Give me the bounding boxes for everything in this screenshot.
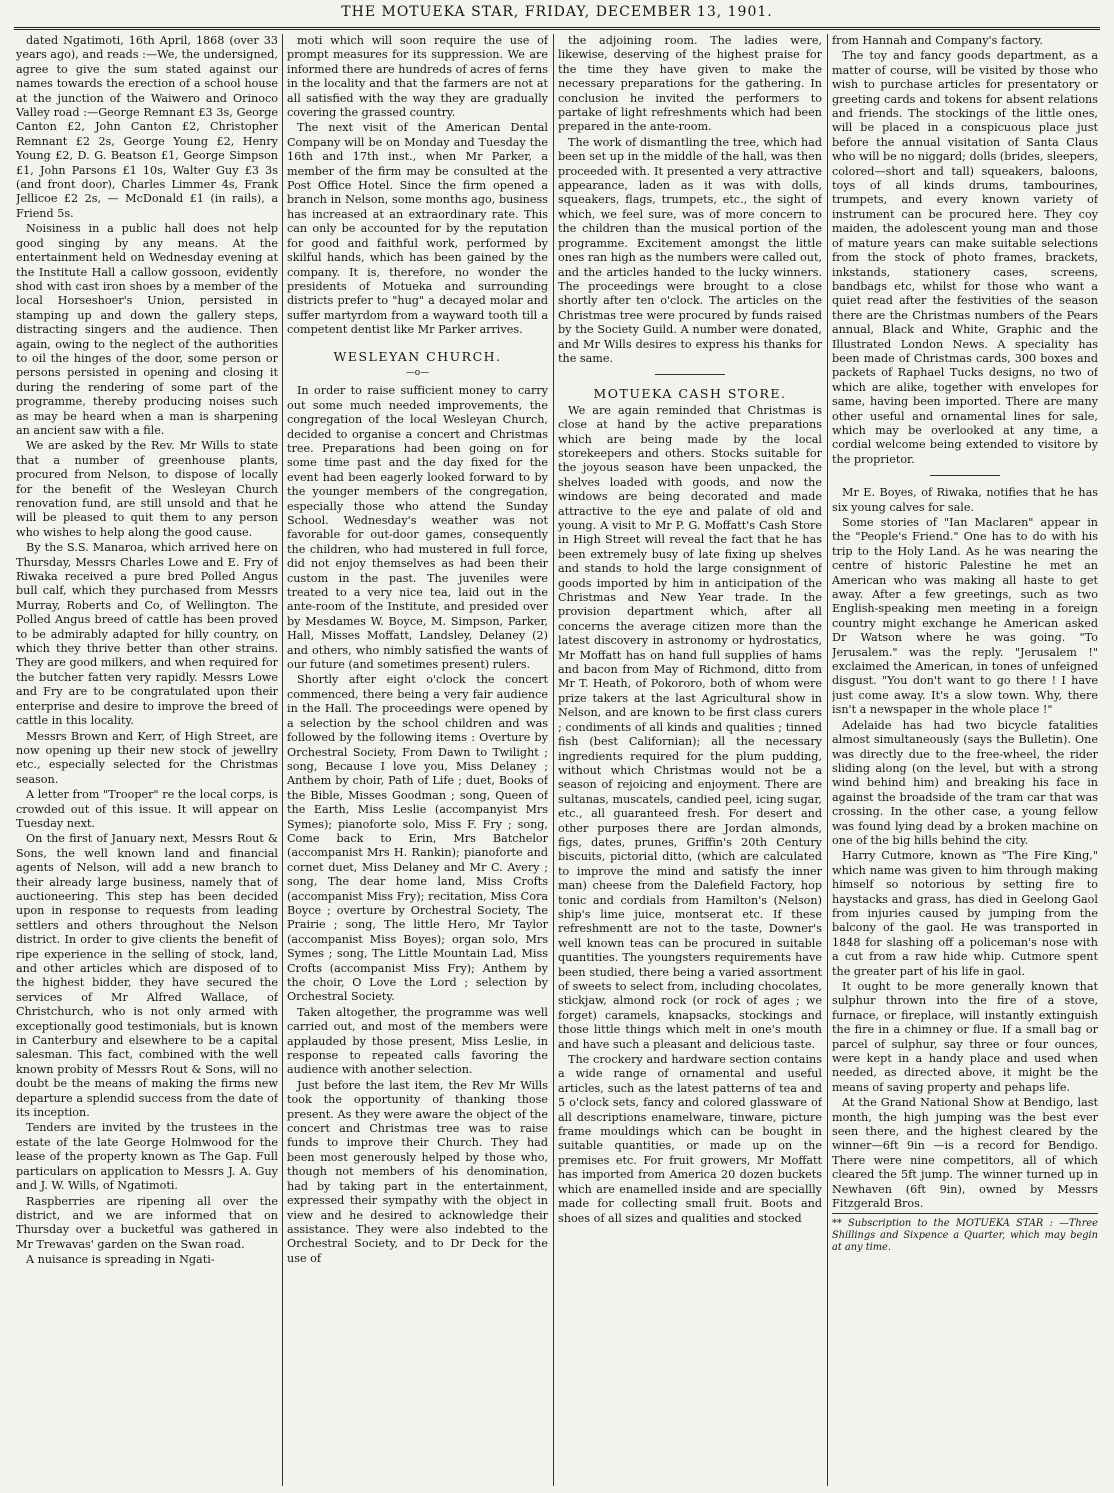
- article-paragraph: It ought to be more generally known that sulphur thrown into the fire of a stove, furnace, or fireplace, will instantly extinguish the fire in a chimney or flue. If a small bag or parcel of sulphur, say three or four ounces, were kept in a handy place and used when needed, as directed above, it might be the means of saving property and pehaps life.: [832, 980, 1098, 1094]
- section-divider: [930, 475, 1000, 476]
- article-paragraph: On the first of January next, Messrs Rout & Sons, the well known land and financial agents of Nelson, will add a new branch to their already large business, namely that of auctioneering. This step has been decided upon in response to requests from leading settlers and others throughout the Nelson district. In order to give clients the benefit of ripe experience in the selling of stock, land, and other articles which are disposed of to the highest bidder, they have secured the services of Mr Alfred Wallace, of Christchurch, who is not only armed with exceptionally good testimonials, but is known in Canterbury and elsewhere to be a capital salesman. This fact, combined with the well known probity of Messrs Rout & Sons, will no doubt be the means of making the firms new departure a splendid success from the date of its inception.: [16, 832, 278, 1120]
- article-paragraph: Tenders are invited by the trustees in the estate of the late George Holmwood for the lease of the property known as The Gap. Full particulars on application to Messrs J. A. Guy and J. W. Wills, of Ngatimoti.: [16, 1121, 278, 1193]
- article-paragraph: At the Grand National Show at Bendigo, last month, the high jumping was the best ever seen there, and the highest cleared by the winner—6ft 9in —is a record for Bendigo. There were nine competitors, all of which cleared the 5ft jump. The winner turned up in Newhaven (6ft 9in), owned by Messrs Fitzgerald Bros.: [832, 1096, 1098, 1211]
- wesleyan-church-heading: WESLEYAN CHURCH.: [333, 348, 502, 364]
- masthead: THE MOTUEKA STAR, FRIDAY, DECEMBER 13, 1901.: [341, 4, 773, 20]
- article-paragraph: Mr E. Boyes, of Riwaka, notifies that he has six young calves for sale.: [832, 486, 1098, 514]
- article-paragraph: the adjoining room. The ladies were, likewise, deserving of the highest praise for the time they have given to make the necessary preparations for the gathering. In conclusion he invited the performers to partake of light refreshments which had been prepared in the ante-room.: [558, 34, 822, 134]
- article-paragraph: The crockery and hardware section contains a wide range of ornamental and useful articles, such as the latest patterns of tea and 5 o'clock sets, fancy and colored glassware of all descriptions enamelware, tinware, picture frame mouldings which can be bought in suitable quantities, or made up on the premises etc. For fruit growers, Mr Moffatt has imported from America 20 dozen buckets which are enamelled inside and are speciallly made for collecting small fruit. Boots and shoes of all sizes and qualities and stocked: [558, 1053, 822, 1225]
- section-divider: [655, 374, 725, 375]
- article-paragraph: In order to raise sufficient money to carry out some much needed improvements, the congregation of the local Wesleyan Church, decided to organise a concert and Christmas tree. Preparations had been going on for some time past and the day fixed for the event had been eagerly looked forward to by the younger members of the congregation, especially those who attend the Sunday School. Wednesday's weather was not favorable for out-door games, consequently the children, who had mustered in full force, did not enjoy themselves as had been their custom in the past. The juveniles were treated to a very nice tea, laid out in the ante-room of the Institute, and presided over by Mesdames W. Boyce, M. Simpson, Parker, Hall, Misses Moffatt, Landsley, Delaney (2) and others, who nimbly satisfied the wants of our future (and sometimes present) rulers.: [287, 384, 548, 672]
- article-paragraph: By the S.S. Manaroa, which arrived here on Thursday, Messrs Charles Lowe and E. Fry of Riwaka received a pure bred Polled Angus bull calf, which they purchased from Messrs Murray, Roberts and Co, of Wellington. The Polled Angus breed of cattle has been proved to be admirably adapted for hilly country, on which they thrive better than other strains. They are good milkers, and when required for the butcher fatten very rapidly. Messrs Lowe and Fry are to be congratulated upon their enterprise and desire to improve the breed of cattle in this locality.: [16, 541, 278, 728]
- article-paragraph: Harry Cutmore, known as "The Fire King," which name was given to him through making himself so notorious by setting fire to haystacks and grass, has died in Geelong Gaol from injuries caused by jumping from the balcony of the gaol. He was transported in 1848 for slashing off a policeman's nose with a cut from a raw hide whip. Cutmore spent the greater part of his life in gaol.: [832, 849, 1098, 978]
- article-paragraph: Raspberries are ripening all over the district, and we are informed that on Thursday over a bucketful was gathered in Mr Trewavas' garden on the Swan road.: [16, 1194, 278, 1251]
- masthead-rule: [14, 27, 1100, 30]
- article-paragraph: A nuisance is spreading in Ngati-: [26, 1253, 215, 1267]
- article-paragraph: Messrs Brown and Kerr, of High Street, are now opening up their new stock of jewellry etc., especially selected for the Christmas season.: [16, 729, 278, 786]
- article-paragraph: Shortly after eight o'clock the concert commenced, there being a very fair audience in the Hall. The proceedings were opened by a selection by the school children and was followed by the following items : Overture by Orchestral Society, From Dawn to Twilight ; song, Because I love you, Miss Delaney ; Anthem by choir, Path of Life ; duet, Books of the Bible, Misses Goodman ; song, Queen of the Earth, Miss Leslie (accompanyist Mrs Symes); pianoforte solo, Miss F. Fry ; song, Come back to Erin, Mrs Batchelor (accompanist Mrs H. Rankin); pianoforte and cornet duet, Miss Delaney and Mr C. Avery ; song, The dear home land, Miss Crofts (accompanist Miss Fry); recitation, Miss Cora Boyce ; overture by Orchestral Society, The Prairie ; song, The little Hero, Mr Taylor (accompanist Miss Boyes); organ solo, Mrs Symes ; song, The Little Mountain Lad, Miss Crofts (accompanist Miss Fry); Anthem by the choir, O Love the Lord ; selection by Orchestral Society.: [287, 673, 548, 1004]
- column-1: [16, 34, 278, 1486]
- column-3: [558, 34, 822, 1486]
- subscription-footnote: ** Subscription to the MOTUEKA STAR : —Three Shillings and Sixpence a Quarter, which may begin at any time.: [832, 1213, 1098, 1254]
- article-paragraph: Taken altogether, the programme was well carried out, and most of the members were applauded by those present, Miss Leslie, in response to repeated calls favoring the audience with another selection.: [287, 1005, 548, 1077]
- article-paragraph: A letter from "Trooper" re the local corps, is crowded out of this issue. It will appear on Tuesday next.: [16, 788, 278, 830]
- column-rule: [827, 34, 828, 1486]
- article-paragraph: The toy and fancy goods department, as a matter of course, will be visited by those who wish to purchase articles for presentatory or greeting cards and tokens for absent relations and friends. The stockings of the little ones, will be placed in a conspicuous place just before the annual visitation of Santa Claus who will be no niggard; dolls (brides, sleepers, colored—short and tall) squeakers, baloons, toys of all kinds drums, tambourines, trumpets, and every known variety of instrument can be procured here. They coy maiden, the adolescent young man and those of mature years can make suitable selections from the stock of photo frames, brackets, inkstands, stationery cases, screens, bandbags etc, whilst for those who want a quiet read after the festivities of the season there are the Christmas numbers of the Pears annual, Black and White, Graphic and the Illustrated London News. A speciality has been made of Christmas cards, 300 boxes and packets of Raphael Tucks designs, no two of which are alike, together with envelopes for same, having been imported. There are many other useful and ornamental lines for sale, which may be overlooked at any time, a cordial welcome being extended to visitore by the proprietor.: [832, 49, 1098, 466]
- article-paragraph: Just before the last item, the Rev Mr Wills took the opportunity of thanking those present. As they were aware the object of the concert and Christmas tree was to raise funds to improve their Church. They had been most generously helped by those who, though not members of his denomination, had by taking part in the entertainment, expressed their sympathy with the object in view and he desired to acknowledge their assistance. They were also indebted to the Orchestral Society, and to Dr Deck for the use of: [287, 1078, 548, 1265]
- article-paragraph: We are asked by the Rev. Mr Wills to state that a number of greenhouse plants, procured from Nelson, to dispose of locally for the benefit of the Wesleyan Church renovation fund, are still unsold and that he will be pleased to quit them to any person who wishes to help along the good cause.: [16, 439, 278, 539]
- column-rule: [553, 34, 554, 1486]
- article-paragraph: Adelaide has had two bicycle fatalities almost simultaneously (says the Bulletin). One was directly due to the free-wheel, the rider sliding along (on the level, but with a strong wind behind him) and breaking his face in against the broadside of the tram car that was crossing. In the other case, a young fellow was found lying dead by a broken machine on one of the big hills behind the city.: [832, 718, 1098, 847]
- cash-store-heading: MOTUEKA CASH STORE.: [593, 386, 787, 402]
- article-paragraph: We are again reminded that Christmas is close at hand by the active preparations which are being made by the local storekeepers and others. Stocks suitable for the joyous season have been unpacked, the shelves loaded with goods, and now the windows are being decorated and made attractive to the eye and palate of old and young. A visit to Mr P. G. Moffatt's Cash Store in High Street will reveal the fact that he has been extremely busy of late fixing up shelves and stands to hold the large consignment of goods imported by him in anticipation of the Christmas and New Year trade. In the provision department which, after all concerns the average citizen more than the latest discovery in astronomy or hydrostatics, Mr Moffatt has on hand full supplies of hams and bacon from May of Richmond, ditto from Mr T. Heath, of Pokororo, both of whom were prize takers at the last Agricultural show in Nelson, and are known to be first class curers ; condiments of all kinds and qualities ; tinned fish (best Californian); all the necessary ingredients required for the plum pudding, without which Christmas would not be a season of rejoicing and enjoyment. There are sultanas, muscatels, candied peel, icing sugar, etc., all guaranteed fresh. For desert and other purposes there are Jordan almonds, figs, dates, prunes, Griffin's 20th Century biscuits, pictorial ditto, (which are calculated to improve the mind and satisfy the inner man) cheese from the Dalefield Factory, hop tonic and cordials from Hamilton's (Nelson) ship's lime juice, montserat etc. If these refreshmentt are not to the taste, Downer's well known teas can be procured in suitable quantities. The youngsters requirements have been studied, there being a varied assortment of sweets to select from, including chocolates, stickjaw, almond rock (or rock of ages ; we forget) caramels, knapsacks, stockings and those little things which melt in one's mouth and have such a pleasant and delicious taste.: [558, 403, 822, 1051]
- article-paragraph: Noisiness in a public hall does not help good singing by any means. At the entertainment held on Wednesday evening at the Institute Hall a callow gossoon, evidently shod with cast iron shoes by a member of the local Horseshoer's Union, persisted in stamping up and down the gallery steps, distracting singers and the audience. Then again, owing to the neglect of the authorities to oil the hinges of the door, some person or persons persisted in opening and closing it during the rendering of some part of the programme, thereby producing noises such as may be heard when a man is sharpening an ancient saw with a file.: [16, 222, 278, 437]
- column-rule: [282, 34, 283, 1486]
- article-paragraph: Some stories of "Ian Maclaren" appear in the "People's Friend." One has to do with his trip to the Holy Land. As he was nearing the centre of historic Palestine he met an American who was making all haste to get away. After a few greetings, such as two English-speaking men meeting in a foreign country might exchange he American asked Dr Watson where he was going. "To Jerusalem." was the reply. "Jerusalem !" exclaimed the American, in tones of unfeigned disgust. "You don't want to go there ! I have just come away. It's a slow town. Why, there isn't a newspaper in the whole place !": [832, 516, 1098, 717]
- article-paragraph: moti which will soon require the use of prompt measures for its suppression. We are informed there are hundreds of acres of ferns in the locality and that the farmers are not at all satisfied with the way they are gradually covering the grassed country.: [287, 34, 548, 120]
- column-2: [287, 34, 548, 1486]
- article-paragraph: The next visit of the American Dental Company will be on Monday and Tuesday the 16th and 17th inst., when Mr Parker, a member of the firm may be consulted at the Post Office Hotel. Since the firm opened a branch in Nelson, some months ago, business has increased at an extraordinary rate. This can only be accounted for by the reputation for good and faithful work, performed by skilful hands, which has been gained by the company. It is, therefore, no wonder the presidents of Motueka and surrounding districts prefer to "hug" a decayed molar and suffer martyrdom from a wayward tooth till a competent dentist like Mr Parker arrives.: [287, 121, 548, 337]
- heading-ornament: —o—: [405, 367, 430, 378]
- column-4: [832, 34, 1098, 1486]
- article-paragraph: from Hannah and Company's factory.: [832, 34, 1043, 47]
- article-paragraph: The work of dismantling the tree, which had been set up in the middle of the hall, was then proceeded with. It presented a very attractive appearance, laden as it was with dolls, squeakers, flags, trumpets, etc., the sight of which, we feel sure, was of more concern to the children than the musical portion of the programme. Excitement amongst the little ones ran high as the numbers were called out, and the articles handed to the lucky winners. The proceedings were brought to a close shortly after ten o'clock. The articles on the Christmas tree were procured by funds raised by the Society Guild. A number were donated, and Mr Wills desires to express his thanks for the same.: [558, 135, 822, 365]
- article-paragraph: dated Ngatimoti, 16th April, 1868 (over 33 years ago), and reads :—We, the undersigned, agree to give the sum stated against our names towards the erection of a school house at the junction of the Waiwero and Orinoco Valley road :—George Remnant £3 3s, George Canton £2, John Canton £2, Christopher Remnant £2 2s, George Young £2, Henry Young £2, D. G. Beatson £1, George Simpson £1, John Parsons £1 10s, Walter Guy £3 3s (and front door), Charles Limmer 4s, Frank Jellicoe £2 2s, — McDonald £1 (in rails), a Friend 5s.: [16, 34, 278, 220]
